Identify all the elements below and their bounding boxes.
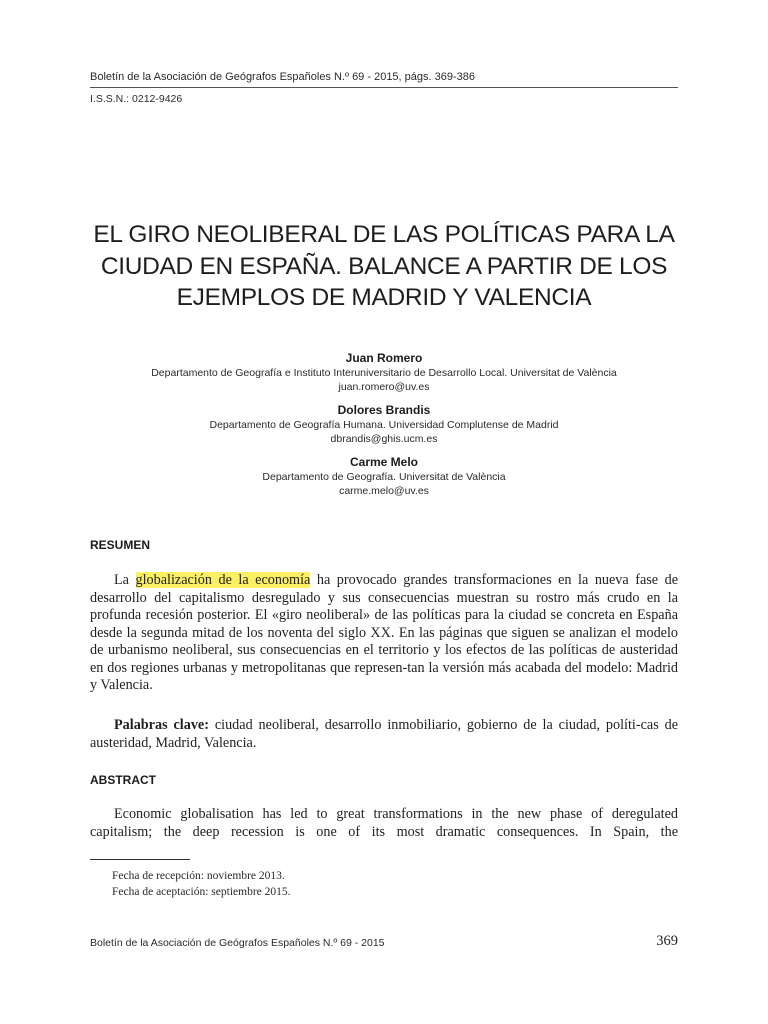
author-name: Carme Melo (349, 455, 419, 469)
author-block (90, 350, 678, 394)
author-block (90, 454, 678, 498)
author-email[interactable]: juan.romero@uv.es (338, 381, 430, 393)
author-affiliation: Departamento de Geografía e Instituto Interuniversitario de Desarrollo Local. Universitat de València (151, 367, 617, 379)
resumen-body: ha provocado grandes transformaciones en la nueva fase de desarrollo del capitalismo desregulado y sus consecuencias muestran su rostro más crudo en la profunda recesión posterior. El «giro neoliberal» de las políticas para la ciudad se concreta en España desde la segunda mitad de los noventa del siglo XX. En las páginas que siguen se analizan el modelo de urbanismo neoliberal, sus consecuencias en el territorio y los efectos de las políticas de austeridad en dos regiones urbanas y metropolitanas que represen-tan la versión más acabada del modelo: Madrid y Valencia. (90, 572, 679, 693)
page-number: 369 (656, 933, 678, 949)
resumen-lead: La (114, 572, 136, 588)
author-email[interactable]: carme.melo@uv.es (339, 485, 429, 497)
footnote-accepted: Fecha de aceptación: septiembre 2015. (112, 886, 291, 898)
author-affiliation: Departamento de Geografía. Universitat de València (262, 471, 506, 483)
resumen-heading: RESUMEN (90, 538, 151, 552)
footer-journal: Boletín de la Asociación de Geógrafos Españoles N.º 69 - 2015 (90, 937, 385, 949)
keywords-paragraph (90, 717, 678, 752)
abstract-heading: ABSTRACT (90, 773, 156, 787)
author-block (90, 402, 678, 446)
footnote-received: Fecha de recepción: noviembre 2013. (112, 870, 285, 882)
header-divider (90, 87, 678, 88)
author-email[interactable]: dbrandis@ghis.ucm.es (330, 433, 438, 445)
title-line-3: EJEMPLOS DE MADRID Y VALENCIA (176, 284, 592, 311)
keywords-text: ciudad neoliberal, desarrollo inmobiliario, gobierno de la ciudad, políti-cas de austeridad, Madrid, Valencia. (90, 717, 679, 751)
running-header-journal: Boletín de la Asociación de Geógrafos Españoles N.º 69 - 2015, págs. 369-386 (90, 71, 475, 83)
author-name: Juan Romero (345, 351, 423, 365)
author-affiliation: Departamento de Geografía Humana. Universidad Complutense de Madrid (209, 419, 559, 431)
footnote-divider (90, 859, 190, 860)
author-name: Dolores Brandis (337, 403, 431, 417)
resumen-paragraph (90, 572, 678, 695)
title-line-2: CIUDAD EN ESPAÑA. BALANCE A PARTIR DE LOS (100, 252, 668, 280)
highlighted-text[interactable]: globalización de la economía (135, 572, 311, 588)
keywords-label: Palabras clave: (114, 717, 209, 733)
title-line-1: EL GIRO NEOLIBERAL DE LAS POLÍTICAS PARA LA (93, 221, 675, 248)
running-header-issn: I.S.S.N.: 0212-9426 (90, 93, 183, 105)
article-title (90, 219, 678, 314)
abstract-paragraph: Economic globalisation has led to great transformations in the new phase of deregulated capitalism; the deep recession is one of its most dramatic consequences. In Spain, the (90, 806, 678, 840)
